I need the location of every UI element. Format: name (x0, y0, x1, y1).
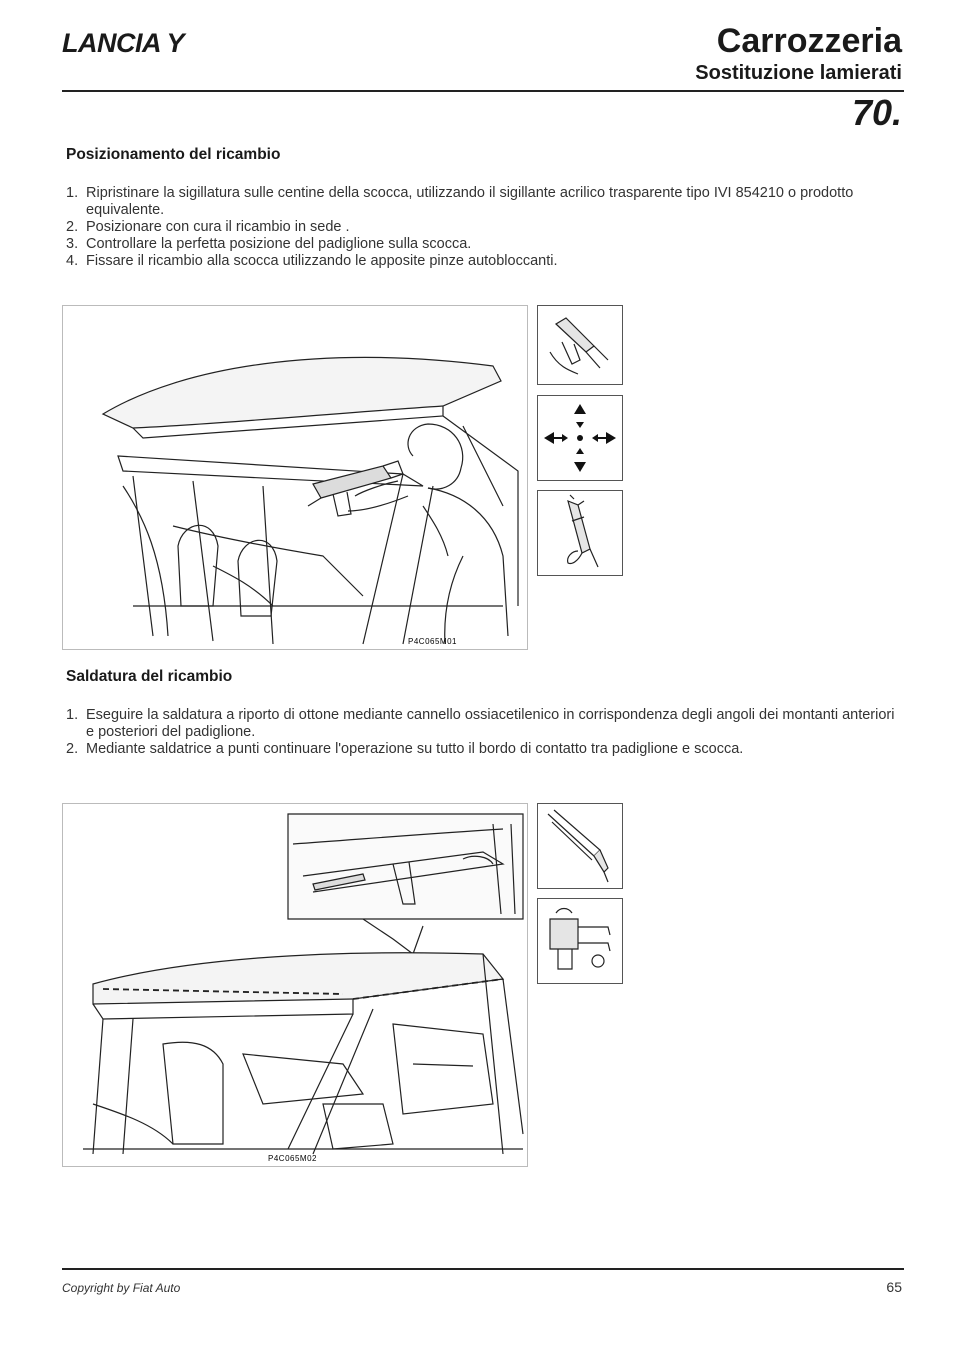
footer-divider (62, 1268, 904, 1270)
sealant-gun-icon (537, 305, 623, 385)
locking-pliers-icon (537, 490, 623, 576)
welding-torch-icon (537, 803, 623, 889)
header-divider (62, 90, 904, 92)
spot-welder-icon (537, 898, 623, 984)
figure-code: P4C065M01 (408, 637, 457, 646)
copyright-text: Copyright by Fiat Auto (62, 1281, 181, 1295)
list-item: 4. Fissare il ricambio alla scocca utilizzando le apposite pinze autobloccanti. (66, 253, 558, 269)
list-item: 3. Controllare la perfetta posizione del padiglione sulla scocca. (66, 236, 472, 252)
page-section-number: 70. (851, 92, 902, 133)
figure-code: P4C065M02 (268, 1154, 317, 1163)
positioning-arrows-icon (537, 395, 623, 481)
brand-title: LANCIA Y (62, 28, 185, 58)
roof-sealing-illustration (63, 306, 527, 649)
section-heading-welding: Saldatura del ricambio (66, 668, 233, 685)
section-heading-positioning: Posizionamento del ricambio (66, 146, 281, 163)
welding-steps (66, 707, 906, 758)
figure-roof-sealing (62, 305, 528, 650)
positioning-steps (66, 185, 906, 270)
list-item: 2. Mediante saldatrice a punti continuare l'operazione su tutto il bordo di contatto tra padiglione e scocca. (66, 741, 744, 757)
list-item: 1. Ripristinare la sigillatura sulle centine della scocca, utilizzando il sigillante acrilico trasparente tipo IVI 854210 o prodotto equivalente. (66, 185, 854, 218)
section-title: Carrozzeria (716, 22, 902, 60)
subsection-title: Sostituzione lamierati (695, 62, 902, 84)
list-item: 1. Eseguire la saldatura a riporto di ottone mediante cannello ossiacetilenico in corrispondenza degli angoli dei montanti anteriori e posteriori del padiglione. (66, 707, 895, 740)
figure-roof-welding (62, 803, 528, 1167)
roof-welding-illustration (63, 804, 527, 1166)
list-item: 2. Posizionare con cura il ricambio in sede . (66, 219, 350, 235)
page-number: 65 (886, 1279, 902, 1295)
